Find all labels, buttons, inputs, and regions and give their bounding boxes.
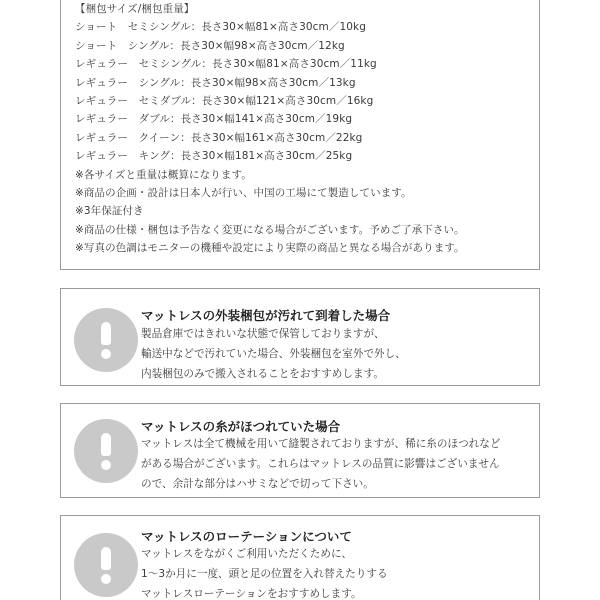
notice-rotation xyxy=(60,515,540,600)
exclamation-circle-icon xyxy=(74,308,138,372)
spec-line: レギュラー キング：長さ30×幅181×高さ30cm／25kg xyxy=(75,150,353,163)
notice-line: がある場合がございます。これらはマットレスの品質に影響はございません xyxy=(141,458,500,470)
notice-body xyxy=(141,544,533,600)
spec-heading: 【梱包サイズ/梱包重量】 xyxy=(75,3,195,15)
exclamation-circle-icon xyxy=(74,533,138,597)
spec-note: ※商品の仕様・梱包は予告なく変更になる場合がございます。予めご了承下さい。 xyxy=(75,223,465,236)
spec-line: ショート セミシングル：長さ30×幅81×高さ30cm／10kg xyxy=(75,21,366,34)
notice-title: マットレスの外装梱包が汚れて到着した場合 xyxy=(141,308,391,323)
notice-line: 輸送中などで汚れていた場合、外装梱包を室外で外し、 xyxy=(141,348,406,360)
notice-body xyxy=(141,324,533,384)
notice-line: マットレスローテーションをおすすめします。 xyxy=(141,588,362,600)
spec-line: レギュラー ダブル：長さ30×幅141×高さ30cm／19kg xyxy=(75,113,353,126)
packaging-spec-box xyxy=(60,0,540,270)
spec-note: ※3年保証付き xyxy=(75,205,144,218)
spec-line: ショート シングル：長さ30×幅98×高さ30cm／12kg xyxy=(75,39,345,52)
exclamation-circle-icon xyxy=(74,419,138,483)
spec-note: ※写真の色調はモニターの機種や設定により実際の商品と異なる場合があります。 xyxy=(75,242,465,255)
spec-note: ※各サイズと重量は概算になります。 xyxy=(75,168,252,181)
spec-line: レギュラー セミダブル：長さ30×幅121×高さ30cm／16kg xyxy=(75,95,374,108)
notice-line: 1～3か月に一度、頭と足の位置を入れ替えたりする xyxy=(141,568,388,580)
notice-line: 内装梱包のみで搬入されることをおすすめします。 xyxy=(141,368,384,380)
packaging-spec-list xyxy=(75,0,537,258)
spec-line: レギュラー シングル：長さ30×幅98×高さ30cm／13kg xyxy=(75,76,356,89)
notice-title: マットレスの糸がほつれていた場合 xyxy=(141,419,341,434)
notice-loose-thread xyxy=(60,403,540,498)
notice-line: マットレスは全て機械を用いて縫製されておりますが、稀に糸のほつれなど xyxy=(141,438,501,450)
spec-note: ※商品の企画・設計は日本人が行い、中国の工場にて製造しています。 xyxy=(75,187,412,200)
notice-line: ので、余計な部分はハサミなどで切って下さい。 xyxy=(141,478,374,490)
spec-line: レギュラー セミシングル：長さ30×幅81×高さ30cm／11kg xyxy=(75,58,377,71)
notice-line: 製品倉庫ではきれいな状態で保管しておりますが、 xyxy=(141,328,385,340)
notice-body xyxy=(141,434,533,494)
spec-line: レギュラー クイーン：長さ30×幅161×高さ30cm／22kg xyxy=(75,131,363,144)
notice-dirty-packaging xyxy=(60,288,540,386)
notice-title: マットレスのローテーションについて xyxy=(141,529,352,544)
notice-line: マットレスをながくご利用いただくために、 xyxy=(141,548,353,560)
